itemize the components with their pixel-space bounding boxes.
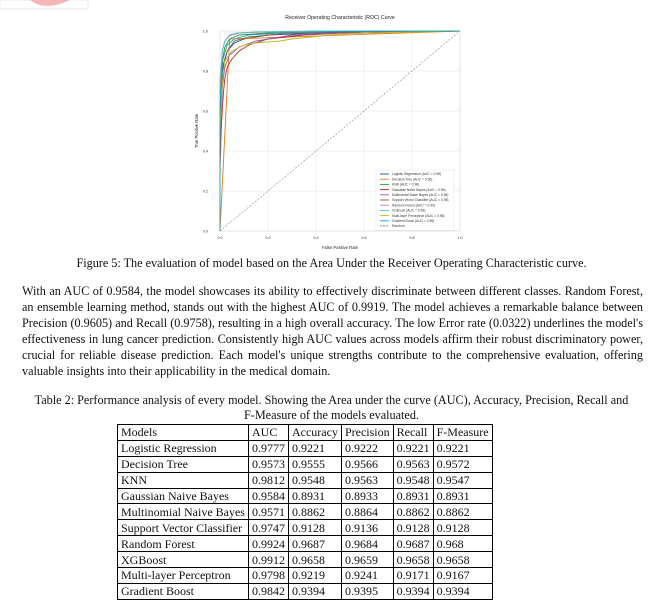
metric-cell: 0.9573 bbox=[248, 456, 288, 472]
model-name-cell: Decision Tree bbox=[118, 456, 249, 472]
table-row bbox=[118, 472, 493, 488]
metric-cell: 0.9221 bbox=[288, 440, 341, 456]
metric-cell: 0.9566 bbox=[341, 456, 393, 472]
legend-label: Support Vector Classifier (AUC = 0.98) bbox=[392, 198, 449, 203]
metric-cell: 0.9687 bbox=[393, 536, 433, 552]
table-body bbox=[118, 440, 493, 599]
metric-cell: 0.9171 bbox=[393, 568, 433, 584]
metric-cell: 0.9659 bbox=[341, 552, 393, 568]
table-row bbox=[118, 456, 493, 472]
column-header: Precision bbox=[341, 425, 393, 441]
x-tick-label: 0.6 bbox=[361, 236, 367, 240]
metric-cell: 0.9563 bbox=[341, 472, 393, 488]
metric-cell: 0.9222 bbox=[341, 440, 393, 456]
metric-cell: 0.8862 bbox=[288, 504, 341, 520]
table-row bbox=[118, 504, 493, 520]
metric-cell: 0.9395 bbox=[341, 583, 393, 599]
metric-cell: 0.9912 bbox=[248, 552, 288, 568]
column-header: AUC bbox=[248, 425, 288, 441]
metric-cell: 0.9241 bbox=[341, 568, 393, 584]
metric-cell: 0.9842 bbox=[248, 583, 288, 599]
table-header-row bbox=[118, 425, 493, 441]
metric-cell: 0.9563 bbox=[393, 456, 433, 472]
metric-cell: 0.8931 bbox=[433, 488, 492, 504]
x-tick-label: 1.0 bbox=[457, 236, 463, 240]
metric-cell: 0.9548 bbox=[393, 472, 433, 488]
metric-cell: 0.9658 bbox=[288, 552, 341, 568]
metric-cell: 0.9747 bbox=[248, 520, 288, 536]
column-header: Models bbox=[118, 425, 249, 441]
column-header: F-Measure bbox=[433, 425, 492, 441]
model-name-cell: Multinomial Naive Bayes bbox=[118, 504, 249, 520]
performance-table bbox=[117, 424, 493, 600]
y-tick-label: 0.2 bbox=[202, 189, 208, 194]
x-axis-label: False Positive Rate bbox=[321, 245, 359, 250]
model-name-cell: Gaussian Naive Bayes bbox=[118, 488, 249, 504]
metric-cell: 0.9128 bbox=[433, 520, 492, 536]
model-name-cell: Logistic Regression bbox=[118, 440, 249, 456]
column-header: Recall bbox=[393, 425, 433, 441]
metric-cell: 0.8931 bbox=[393, 488, 433, 504]
metric-cell: 0.9128 bbox=[288, 520, 341, 536]
metric-cell: 0.9136 bbox=[341, 520, 393, 536]
metric-cell: 0.9658 bbox=[433, 552, 492, 568]
legend-label: Gaussian Naive Bayes (AUC = 0.96) bbox=[392, 187, 446, 192]
legend-label: Logistic Regression (AUC = 0.98) bbox=[392, 172, 442, 177]
model-name-cell: KNN bbox=[118, 472, 249, 488]
metric-cell: 0.8931 bbox=[288, 488, 341, 504]
metric-cell: 0.9924 bbox=[248, 536, 288, 552]
table-row bbox=[118, 552, 493, 568]
y-tick-label: 0.4 bbox=[202, 149, 208, 154]
metric-cell: 0.8862 bbox=[433, 504, 492, 520]
metric-cell: 0.9547 bbox=[433, 472, 492, 488]
metric-cell: 0.9394 bbox=[288, 583, 341, 599]
metric-cell: 0.9571 bbox=[248, 504, 288, 520]
y-tick-label: 0.6 bbox=[202, 109, 208, 114]
metric-cell: 0.9221 bbox=[393, 440, 433, 456]
metric-cell: 0.9219 bbox=[288, 568, 341, 584]
table-row bbox=[118, 536, 493, 552]
model-name-cell: Support Vector Classifier bbox=[118, 520, 249, 536]
metric-cell: 0.9572 bbox=[433, 456, 492, 472]
metric-cell: 0.9658 bbox=[393, 552, 433, 568]
metric-cell: 0.9687 bbox=[288, 536, 341, 552]
figure-caption: Figure 5: The evaluation of model based on the Area Under the Receiver Operating Characteristic curve. bbox=[76, 256, 587, 270]
metric-cell: 0.9548 bbox=[288, 472, 341, 488]
legend-label: Gradient Boost (AUC = 0.98) bbox=[392, 219, 435, 223]
y-axis-label: True Positive Rate bbox=[194, 113, 199, 149]
table-row bbox=[118, 440, 493, 456]
metric-cell: 0.9798 bbox=[248, 568, 288, 584]
metric-cell: 0.9777 bbox=[248, 440, 288, 456]
metric-cell: 0.8933 bbox=[341, 488, 393, 504]
legend-label: KNN (AUC = 0.98) bbox=[392, 182, 420, 187]
legend-label: Random bbox=[392, 224, 405, 229]
metric-cell: 0.8862 bbox=[393, 504, 433, 520]
logo-fragment bbox=[0, 0, 90, 10]
table-row bbox=[118, 568, 493, 584]
chart-title: Receiver Operating Characteristic (ROC) Curve bbox=[285, 15, 395, 21]
y-tick-label: 0.0 bbox=[202, 229, 208, 234]
metric-cell: 0.9555 bbox=[288, 456, 341, 472]
model-name-cell: Gradient Boost bbox=[118, 583, 249, 599]
metric-cell: 0.9221 bbox=[433, 440, 492, 456]
metric-cell: 0.9128 bbox=[393, 520, 433, 536]
legend-label: XGBoost (AUC = 0.99) bbox=[392, 208, 426, 213]
model-name-cell: XGBoost bbox=[118, 552, 249, 568]
metric-cell: 0.9394 bbox=[393, 583, 433, 599]
x-tick-label: 0.0 bbox=[217, 236, 223, 240]
model-name-cell: Multi-layer Perceptron bbox=[118, 568, 249, 584]
column-header: Accuracy bbox=[288, 425, 341, 441]
x-tick-label: 0.8 bbox=[409, 236, 415, 240]
body-paragraph: With an AUC of 0.9584, the model showcases its ability to effectively discriminate between different classes. Random Forest, an ensemble learning method, stands out with the highest AUC of 0.9919. The model achieves a remarkable balance between Precision (0.9605) and Recall (0.9758), resulting in a high overall accuracy. The low Error rate (0.0322) underlines the model's effectiveness in lung cancer prediction. Consistently high AUC values across models affirm their robust discriminatory power, crucial for reliable disease prediction. Each model's unique strengths contribute to the comprehensive evaluation, offering valuable insights into their applicability in the medical domain. bbox=[22, 284, 643, 378]
metric-cell: 0.9684 bbox=[341, 536, 393, 552]
legend-label: Random Forest (AUC = 0.99) bbox=[392, 203, 435, 208]
legend bbox=[376, 170, 454, 230]
metric-cell: 0.9812 bbox=[248, 472, 288, 488]
roc-chart bbox=[180, 5, 480, 253]
x-tick-label: 0.2 bbox=[265, 236, 271, 240]
metric-cell: 0.9584 bbox=[248, 488, 288, 504]
table-row bbox=[118, 583, 493, 599]
table-row bbox=[118, 488, 493, 504]
table-row bbox=[118, 520, 493, 536]
model-name-cell: Random Forest bbox=[118, 536, 249, 552]
legend-label: Multi-layer Perceptron (AUC = 0.98) bbox=[392, 213, 445, 218]
metric-cell: 0.968 bbox=[433, 536, 492, 552]
y-tick-label: 1.0 bbox=[202, 29, 208, 34]
x-tick-label: 0.4 bbox=[313, 236, 319, 240]
y-tick-label: 0.8 bbox=[202, 69, 208, 74]
legend-label: Multinomial Naive Bayes (AUC = 0.96) bbox=[392, 193, 449, 197]
metric-cell: 0.9167 bbox=[433, 568, 492, 584]
metric-cell: 0.8864 bbox=[341, 504, 393, 520]
table-caption: Table 2: Performance analysis of every model. Showing the Area under the curve (AUC), Accuracy, Precision, Recall and F-Measure of the models evaluated. bbox=[34, 393, 629, 422]
legend-label: Decision Tree (AUC = 0.96) bbox=[392, 177, 433, 182]
metric-cell: 0.9394 bbox=[433, 583, 492, 599]
